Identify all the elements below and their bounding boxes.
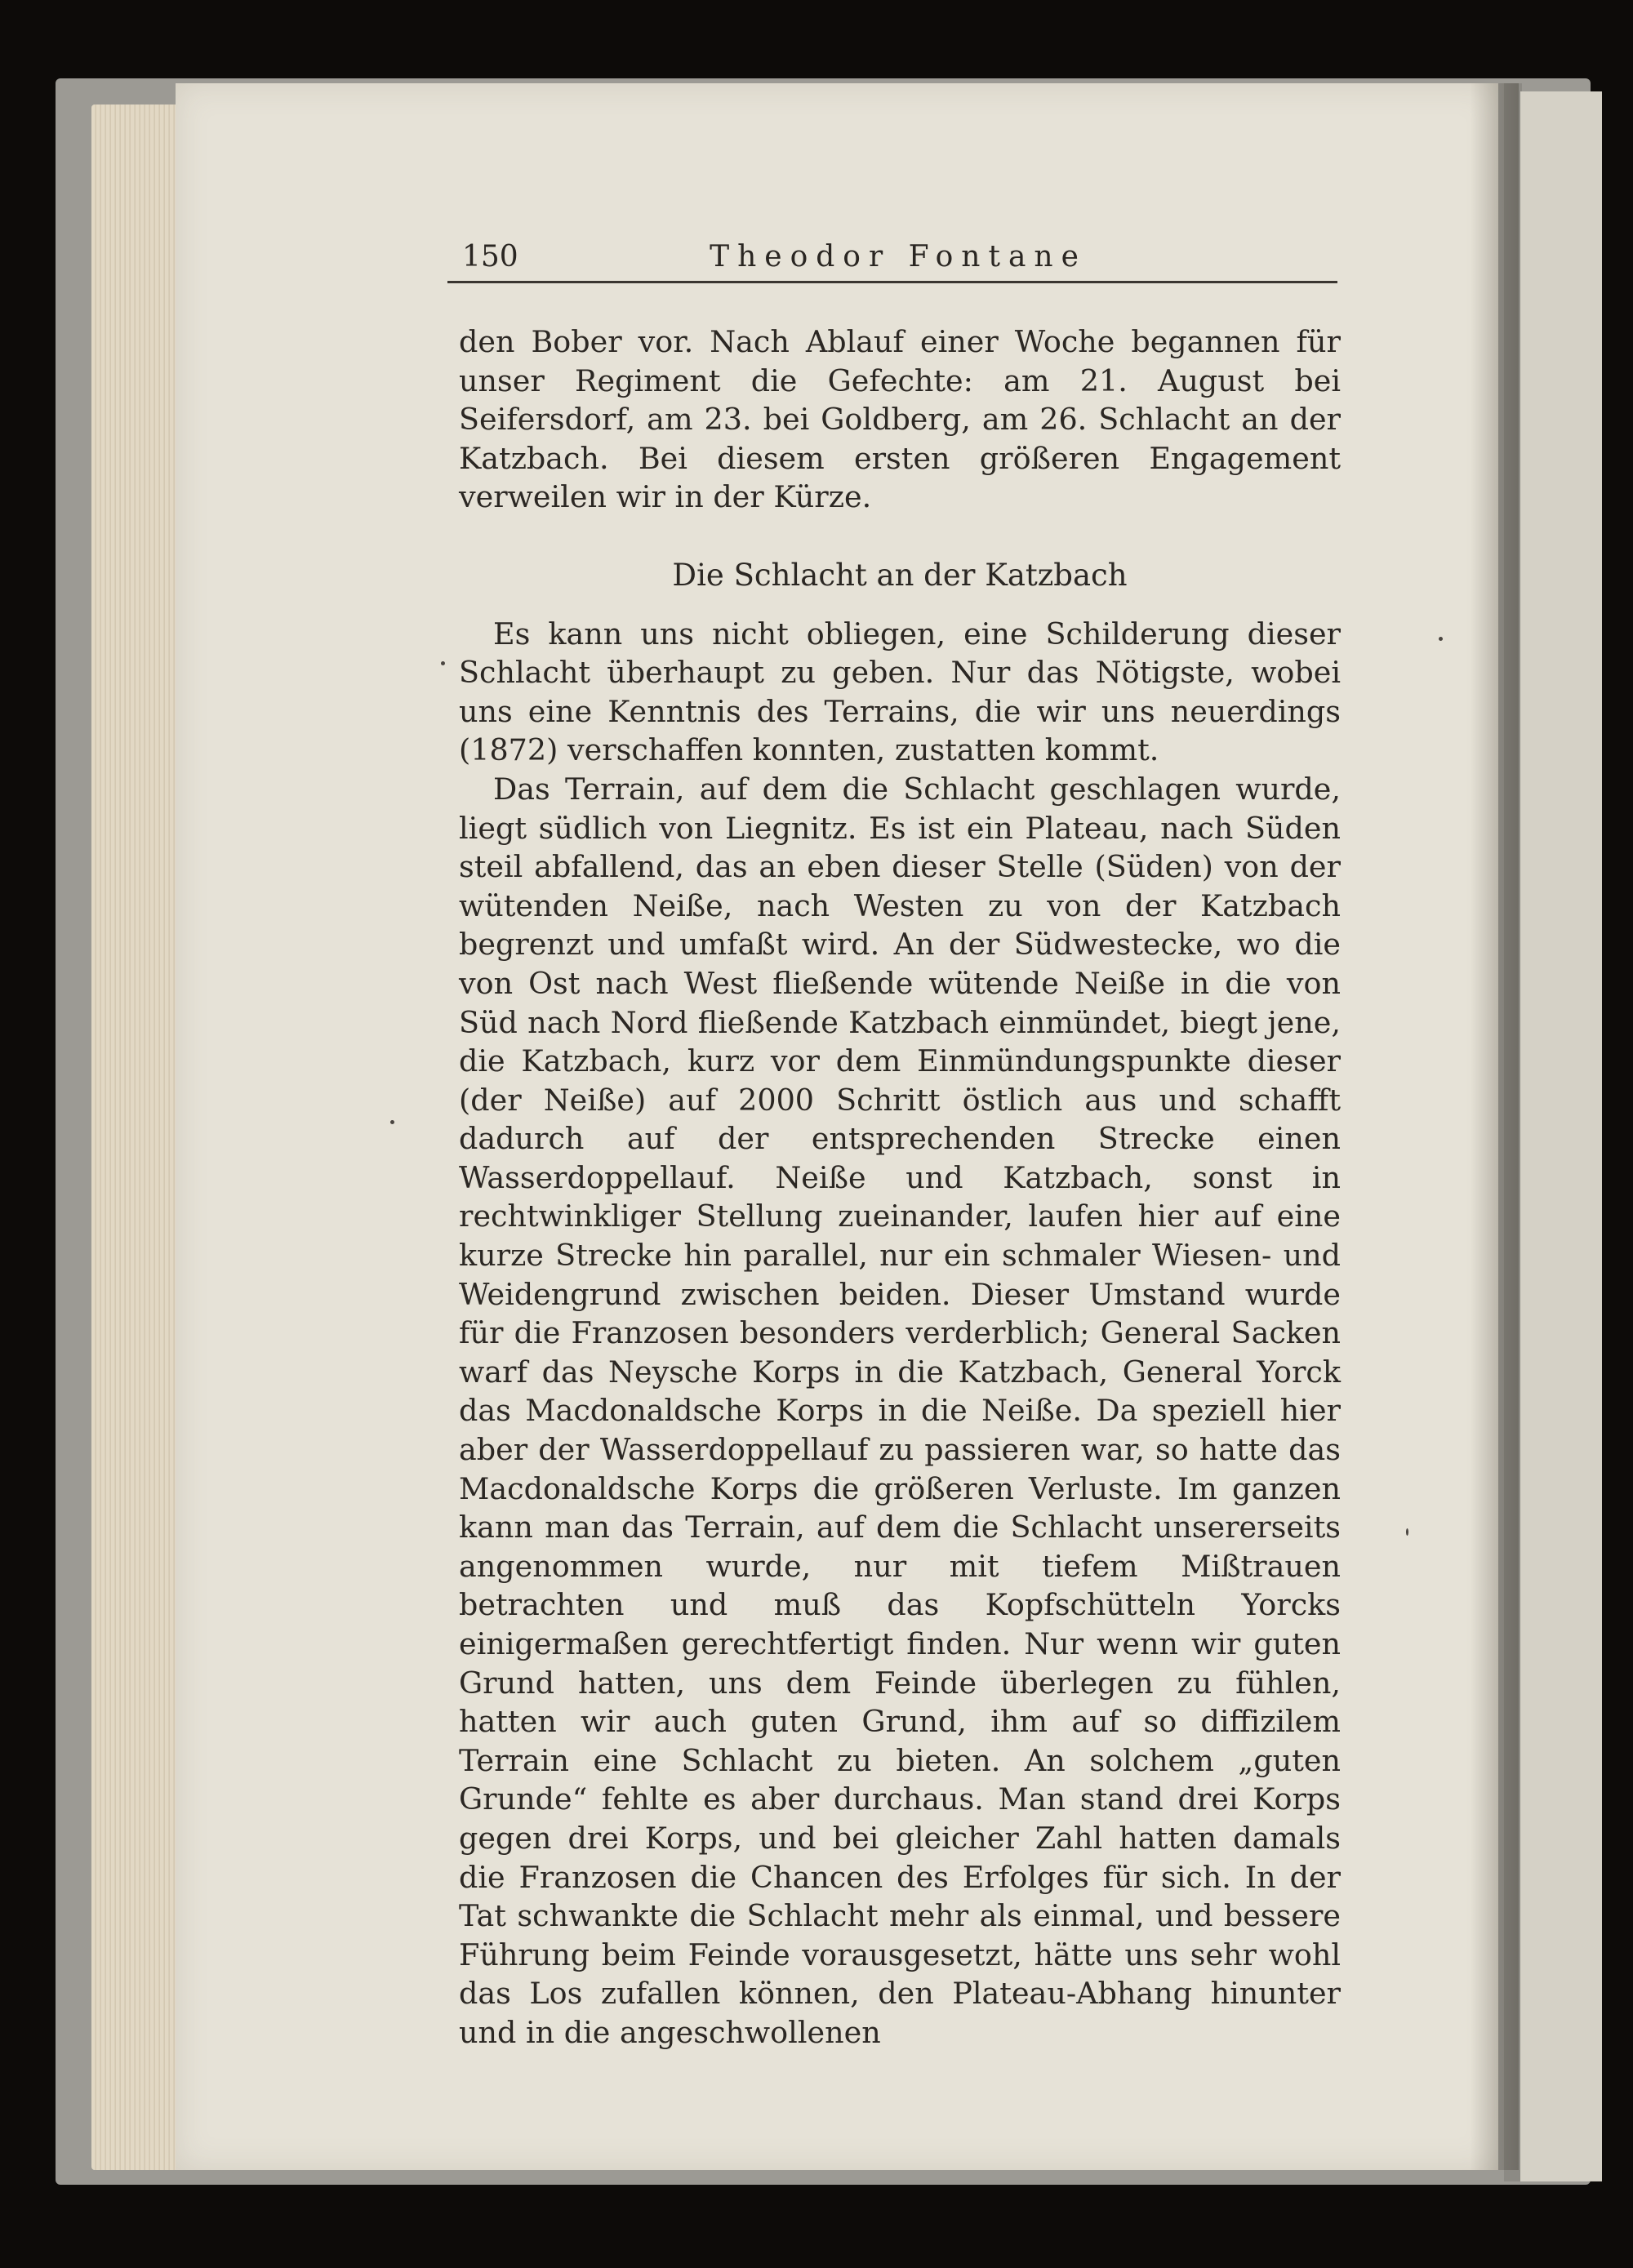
running-head bbox=[457, 237, 1339, 286]
facing-page bbox=[1520, 91, 1602, 2181]
paper-speck bbox=[390, 1120, 394, 1124]
paper-speck bbox=[441, 661, 445, 665]
paper-speck bbox=[1406, 1528, 1408, 1536]
paper-speck bbox=[1439, 637, 1443, 641]
page-number: 150 bbox=[462, 240, 518, 273]
paragraph-1: Es kann uns nicht obliegen, eine Schilderung dieser Schlacht überhaupt zu geben. Nur das Nötigste, wobei uns eine Kenntnis des Terrains, die wir uns neuerdings (1872) verschaffen konnten, zustatten kommt. bbox=[459, 616, 1341, 768]
page-body bbox=[459, 322, 1341, 2052]
header-rule bbox=[447, 281, 1337, 283]
section-title: Die Schlacht an der Katzbach bbox=[672, 557, 1128, 593]
intro-paragraph: den Bober vor. Nach Ablauf einer Woche begannen für unser Regiment die Gefechte: am 21. August bei Seifersdorf, am 23. bei Goldberg, am 26. Schlacht an der Katzbach. Bei diesem ersten größeren Engagement verweilen wir in der Kürze. bbox=[459, 324, 1341, 515]
running-title: Theodor Fontane bbox=[710, 240, 1087, 273]
paragraph-2: Das Terrain, auf dem die Schlacht geschlagen wurde, liegt südlich von Liegnitz. Es ist ein Plateau, nach Süden steil abfallend, das an eben dieser Stelle (Süden) von der wütenden Neiße, nach Westen zu von der Katzbach begrenzt und umfaßt wird. An der Südwestecke, wo die von Ost nach West fließende wütende Neiße in die von Süd nach Nord fließende Katzbach einmündet, biegt jene, die Katzbach, kurz vor dem Einmündungspunkte dieser (der Neiße) auf 2000 Schritt östlich aus und schafft dadurch auf der entsprechenden Strecke einen Wasserdoppellauf. Neiße und Katzbach, sonst in rechtwinkliger Stellung zueinander, laufen hier auf eine kurze Strecke hin parallel, nur ein schmaler Wiesen- und Weidengrund zwischen beiden. Dieser Umstand wurde für die Franzosen besonders verderblich; General Sacken warf das Neysche Korps in die Katzbach, General Yorck das Macdonaldsche Korps in die Neiße. Da speziell hier aber der Wasserdoppellauf zu passieren war, so hatte das Macdonaldsche Korps die größeren Verluste. Im ganzen kann man das Terrain, auf dem die Schlacht unsererseits angenommen wurde, nur mit tiefem Mißtrauen betrachten und muß das Kopfschütteln Yorcks einigermaßen gerechtfertigt finden. Nur wenn wir guten Grund hatten, uns dem Feinde überlegen zu fühlen, hatten wir auch guten Grund, ihm auf so diffizilem Terrain eine Schlacht zu bieten. An solchem „guten Grunde“ fehlte es aber durchaus. Man stand drei Korps gegen drei Korps, und bei gleicher Zahl hatten damals die Franzosen die Chancen des Erfolges für sich. In der Tat schwankte die Schlacht mehr als einmal, und bessere Führung beim Feinde vorausgesetzt, hätte uns sehr wohl das Los zufallen können, den Plateau-Abhang hinunter und in die angeschwollenen bbox=[459, 771, 1341, 2050]
page-stack-edges bbox=[91, 105, 189, 2170]
page-gutter-shadow bbox=[1470, 83, 1519, 2170]
